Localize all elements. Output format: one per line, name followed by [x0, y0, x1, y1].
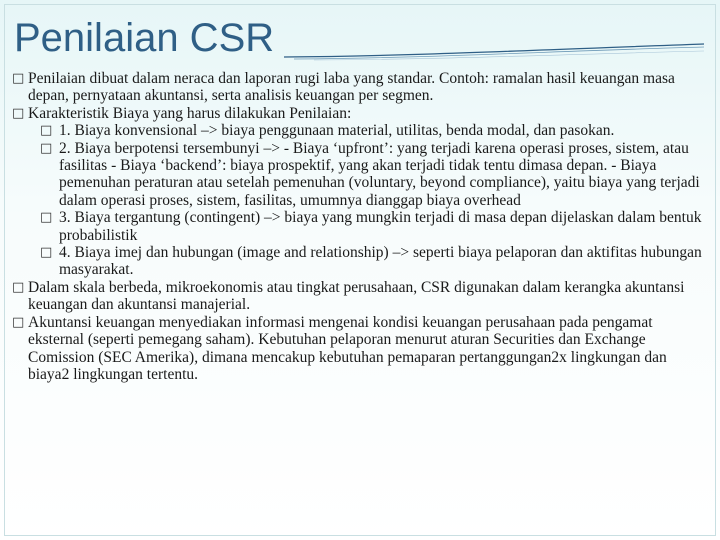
bullet-text: 2. Biaya berpotensi tersembunyi –> - Biaya ‘upfront’: yang terjadi karena operasi proses, sistem, atau fasilitas - Biaya ‘backend’: biaya prospektif, yang akan terjadi tidak tentu dimasa depan. - Biaya pemenuhan peraturan atau setelah pemenuhan (voluntary, beyond compliance), yaitu biaya yang terjadi dalam operasi proses, sistem, fasilitas, umumnya dianggap biaya overhead [59, 139, 700, 209]
bullet-text: Akuntansi keuangan menyediakan informasi mengenai kondisi keuangan perusahaan pada pengamat eksternal (seperti pemegang saham). Kebutuhan pelaporan menurut aturan Securities dan Exchange Comission (SEC Amerika), dimana mencakup kebutuhan pemaparan pertanggungan2x lingkungan dan biaya2 lingkungan tertentu. [28, 313, 667, 383]
bullet-box-icon: □ [40, 140, 53, 156]
bullet-text: Karakteristik Biaya yang harus dilakukan Penilaian: [28, 104, 352, 122]
bullet-item [10, 105, 710, 122]
bullet-item [10, 314, 710, 384]
sub-bullet-item [10, 209, 710, 244]
bullet-text: 4. Biaya imej dan hubungan (image and relationship) –> seperti biaya pelaporan dan aktifitas hubungan masyarakat. [59, 244, 702, 279]
bullet-box-icon: □ [12, 71, 25, 86]
page-title: Penilaian CSR [14, 16, 275, 60]
bullet-text: 1. Biaya konvensional –> biaya penggunaan material, utilitas, benda modal, dan pasokan. [59, 122, 615, 140]
bullet-list [10, 70, 710, 383]
bullet-box-icon: □ [40, 245, 53, 261]
bullet-box-icon: □ [12, 279, 25, 295]
bullet-box-icon: □ [40, 210, 53, 226]
bullet-text: 3. Biaya tergantung (contingent) –> biaya yang mungkin terjadi di masa depan dijelaskan dalam bentuk probabilistik [59, 209, 702, 244]
sub-bullet-item [10, 140, 710, 210]
bullet-item [10, 279, 710, 314]
bullet-box-icon: □ [12, 105, 25, 121]
bullet-box-icon: □ [40, 123, 53, 139]
sub-bullet-item [10, 122, 710, 139]
bullet-box-icon: □ [12, 314, 25, 330]
bullet-text: Penilaian dibuat dalam neraca dan laporan rugi laba yang standar. Contoh: ramalan hasil keuangan masa depan, pernyataan akuntansi, serta analisis keuangan per segmen. [28, 70, 675, 105]
title-area [14, 14, 704, 64]
sub-bullet-item [10, 244, 710, 279]
bullet-item [10, 70, 710, 105]
bullet-text: Dalam skala berbeda, mikroekonomis atau tingkat perusahaan, CSR digunakan dalam kerangka akuntansi keuangan dan akuntansi manajerial. [28, 278, 685, 314]
